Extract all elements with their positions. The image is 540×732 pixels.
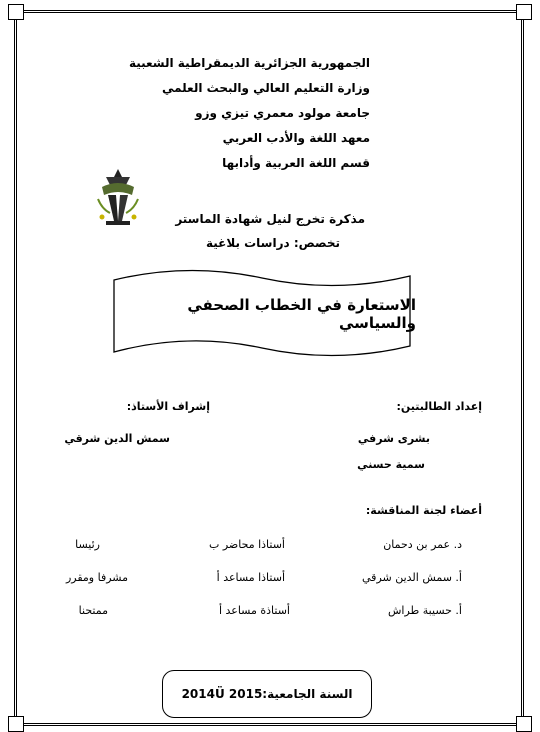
academic-year-box [162, 670, 372, 718]
supervisor-label: إشراف الأستاذ: [126, 400, 210, 413]
header-institute: معهد اللغة والأدب العربي [222, 131, 370, 145]
supervisor-name: سمش الدين شرقي [64, 432, 170, 445]
committee-member-role: مشرفا ومقرر [65, 571, 128, 584]
thesis-title: الاستعارة في الخطاب الصحفي والسياسي [187, 296, 416, 332]
committee-member-name: أ. سمش الدين شرقي [362, 571, 462, 584]
header-ministry: وزارة التعليم العالي والبحث العلمي [161, 81, 370, 95]
committee-member-role: ممتحنا [78, 604, 108, 617]
committee-member-name: أ. حسيبة طراش [387, 604, 462, 617]
header-department: قسم اللغة العربية وأدابها [222, 156, 370, 170]
memo-degree: مذكرة تخرج لنيل شهادة الماستر [175, 212, 365, 226]
committee-member-rank: أستاذا مساعد أ [216, 571, 285, 584]
header-republic: الجمهورية الجزائرية الديمقراطية الشعبية [128, 56, 370, 70]
academic-year: السنة الجامعية:2014Ü 2015 [181, 687, 353, 701]
memo-specialty: تخصص: دراسات بلاغية [205, 236, 340, 250]
committee-member-role: رئيسا [75, 538, 100, 551]
committee-member-name: د. عمر بن دحمان [383, 538, 462, 551]
student-name-2: سمية حسني [357, 458, 425, 471]
university-logo-icon [92, 165, 144, 229]
border-corner-top-right [516, 4, 532, 20]
border-corner-top-left [8, 4, 24, 20]
header-university: جامعة مولود معمري تيزي وزو [195, 106, 370, 120]
committee-member-rank: أستاذة مساعد أ [218, 604, 290, 617]
committee-label: أعضاء لجنة المناقشة: [365, 504, 482, 517]
student-name-1: بشرى شرفي [357, 432, 430, 445]
students-label: إعداد الطالبتين: [396, 400, 482, 413]
committee-member-rank: أستاذا محاضر ب [208, 538, 285, 551]
